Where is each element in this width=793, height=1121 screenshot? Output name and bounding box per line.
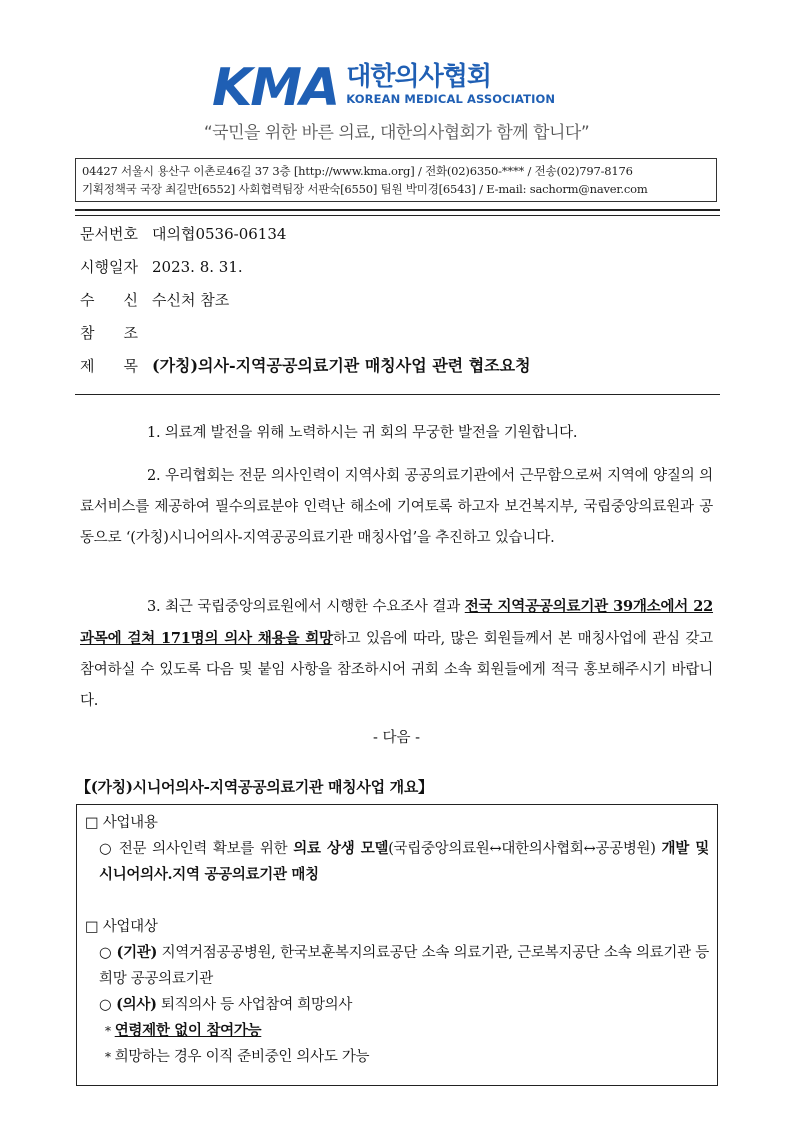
business-content-item (85, 836, 709, 888)
paragraph-1: 1. 의료계 발전을 위해 노력하시는 귀 회의 무궁한 발전을 기원합니다. (147, 425, 578, 441)
outline-title: 【(가칭)시니어의사-지역공공의료기관 매칭사업 개요】 (76, 778, 433, 796)
recipient-label-b: 신 (123, 291, 138, 309)
kma-logo (212, 58, 556, 118)
subject-title: (가칭)의사-지역공공의료기관 매칭사업 관련 협조요청 (152, 356, 531, 375)
recipient-label (80, 288, 138, 321)
doc-number-label: 문서번호 (80, 225, 138, 243)
business-content-bold-1: 의료 상생 모델 (293, 840, 389, 857)
subject-label (80, 354, 138, 387)
slogan: “국민을 위한 바른 의료, 대한의사협회가 함께 합니다” (203, 123, 590, 143)
document-meta (80, 222, 531, 387)
paragraph-3 (80, 591, 713, 717)
reference-label-a: 참 (80, 324, 95, 342)
subject-label-a: 제 (80, 357, 95, 375)
business-content-bold-2: 개발 및 시니어의사.지역 공공의료기관 매칭 (99, 840, 709, 883)
date-label: 시행일자 (80, 258, 138, 276)
contact-address-line: 04427 서울시 용산구 이촌로46길 37 3층 [http://www.kma.org] / 전화(02)6350-**** / 전송(02)797-8176 (82, 164, 633, 178)
recipient-row (80, 288, 531, 321)
contact-staff-line: 기획정책국 국장 최길만[6552] 사회협력팀장 서판숙[6550] 팀원 박미경[6543] / E-mail: sachorm@naver.com (82, 182, 648, 196)
business-content-mid: (국립중앙의료원↔대한의사협회↔공공병원) (388, 841, 662, 857)
next-heading: - 다음 - (372, 730, 421, 746)
paragraph-3-rest: 하고 있음에 따라, 많은 회원들께서 본 매칭사업에 관심 갖고 참여하실 수 있도록 다음 및 붙임 사항을 참조하시어 귀회 소속 회원들에게 적극 홍보해주시기 바랍니다. (80, 631, 713, 709)
doc-number: 대의협0536-06134 (152, 225, 287, 243)
paragraph-2: 2. 우리협회는 전문 의사인력이 지역사회 공공의료기관에서 근무함으로써 지역에 양질의 의료서비스를 제공하여 필수의료분야 인력난 해소에 기여토록 하고자 보건복지부, 국립중앙의료원과 공동으로 ‘(가칭)시니어의사-지역공공의료기관 매칭사업’을 추진하고 있습니다. (80, 468, 713, 546)
subject-label-b: 목 (123, 357, 138, 375)
letterhead (0, 0, 793, 150)
paragraph-3-intro: 3. 최근 국립중앙의료원에서 시행한 수요조사 결과 (147, 599, 465, 615)
subject-row (80, 354, 531, 387)
spacer (85, 888, 709, 914)
org-name-english: KOREAN MEDICAL ASSOCIATION (346, 92, 556, 106)
note-no-age-limit (85, 1018, 709, 1044)
paragraph-3-emphasis: 전국 지역공공의료기관 39개소에서 22과목에 걸쳐 171명의 의사 채용을 희망 (80, 598, 714, 647)
reference-label-b: 조 (123, 324, 138, 342)
business-content-pre: ○ 전문 의사인력 확보를 위한 (99, 841, 294, 857)
target-institution-text: 지역거점공공병원, 한국보훈복지의료공단 소속 의료기관, 근로복지공단 소속 의료기관 등 희망 공공의료기관 (99, 945, 709, 987)
org-name-korean: 대한의사협회 (346, 62, 491, 92)
note-job-change-text: 희망하는 경우 이직 준비중인 의사도 가능 (114, 1049, 370, 1065)
target-doctor-label: ○ (의사) (99, 996, 157, 1013)
outline-box (76, 804, 718, 1086)
date-row (80, 255, 531, 288)
note-mark: * (105, 1050, 111, 1064)
reference-label (80, 321, 138, 354)
header-divider (75, 209, 720, 216)
note-job-change (85, 1044, 709, 1070)
enforcement-date: 2023. 8. 31. (152, 258, 243, 276)
note-no-age-limit-text: 연령제한 없이 참여가능 (114, 1022, 262, 1039)
meta-divider (75, 394, 720, 395)
target-doctor-text: 퇴직의사 등 사업참여 희망의사 (156, 997, 353, 1013)
recipient-label-a: 수 (80, 291, 95, 309)
contact-box (75, 158, 717, 202)
note-mark: * (105, 1024, 111, 1038)
target-doctor-item (85, 992, 709, 1018)
logo-kma-text: KMA (212, 58, 339, 118)
target-institution-item (85, 940, 709, 992)
section-target-heading: □ 사업대상 (85, 919, 158, 935)
reference-row (80, 321, 531, 354)
recipient: 수신처 참조 (152, 291, 230, 309)
doc-number-row (80, 222, 531, 255)
section-business-content-heading: □ 사업내용 (85, 815, 158, 831)
target-institution-label: ○ (기관) (99, 944, 158, 961)
